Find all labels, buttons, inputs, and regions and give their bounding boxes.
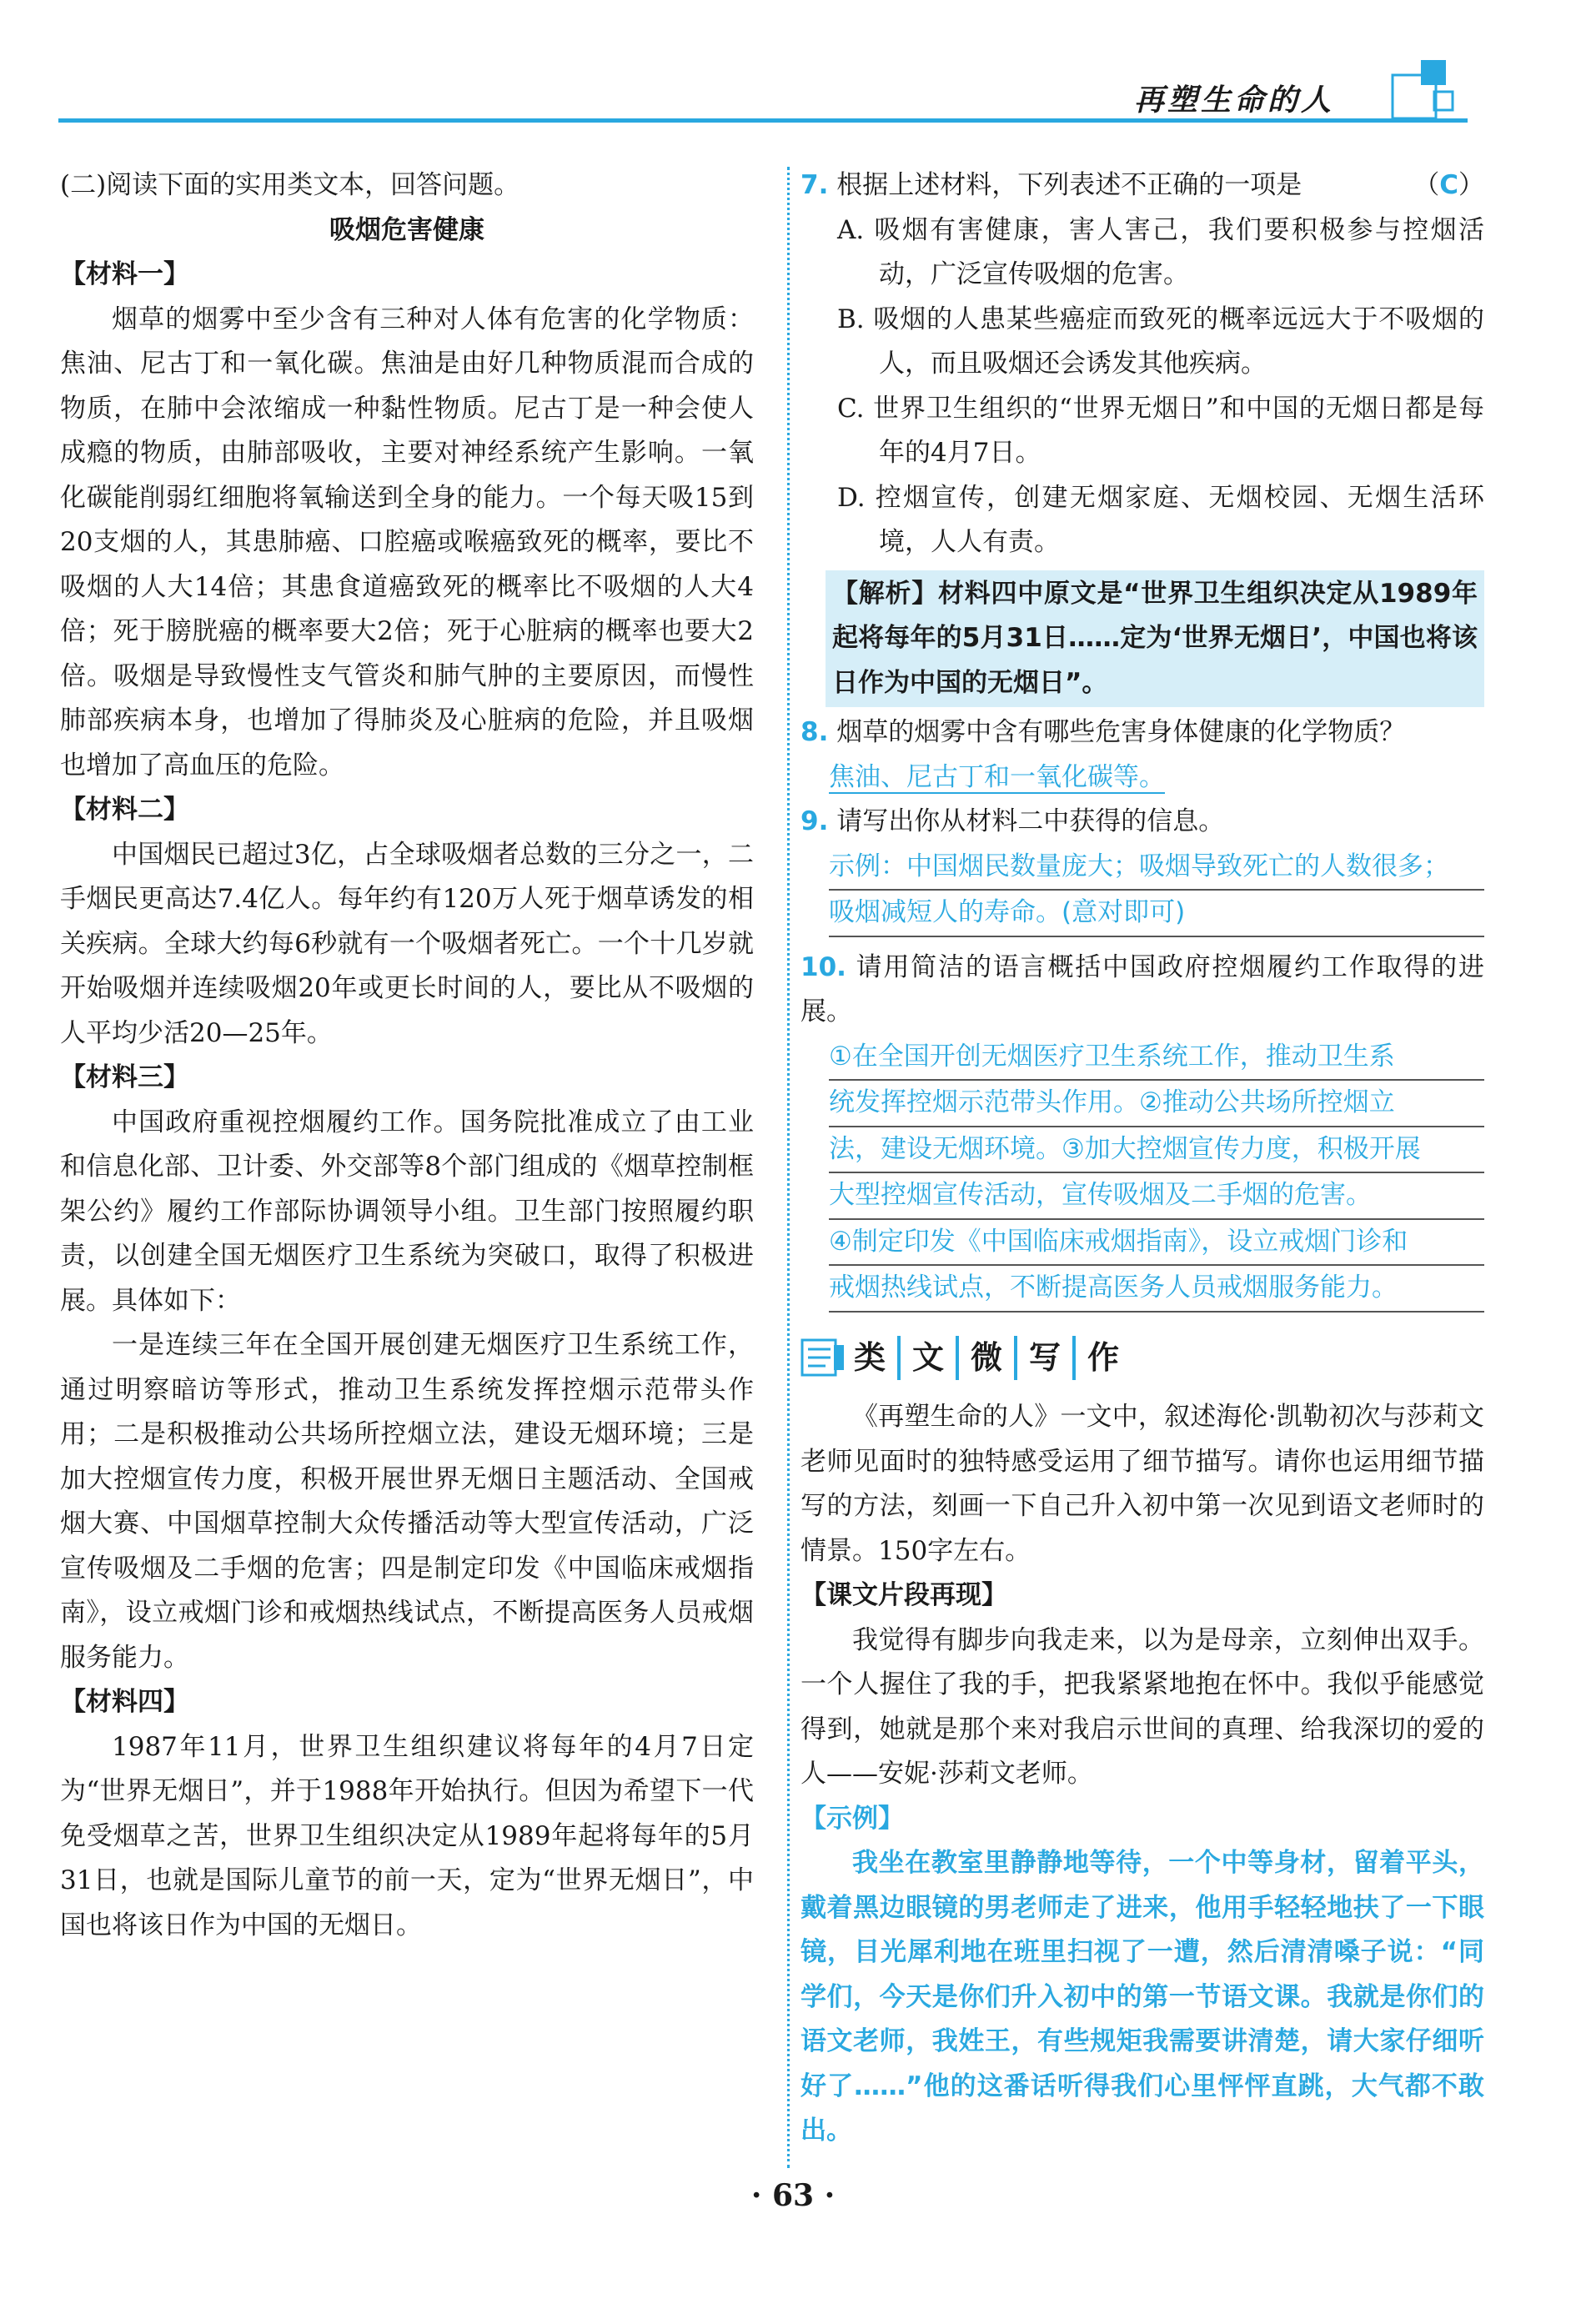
question-7-option-c: C. 世界卫生组织的“世界无烟日”和中国的无烟日都是每年的4月7日。: [837, 393, 1484, 468]
section-char-2: 文: [897, 1336, 956, 1381]
material-3-tag: 【材料三】: [60, 1062, 189, 1092]
question-10-answer-line-3: 法，建设无烟环境。③加大控烟宣传力度，积极开展: [829, 1127, 1484, 1174]
question-7-answer: C: [1439, 170, 1458, 200]
paren-close: ）: [1458, 170, 1484, 200]
analysis-tag: 【解析】: [832, 578, 938, 609]
material-4-text: 1987年11月，世界卫生组织建议将每年的4月7日定为“世界无烟日”，并于1988年开始执行。但因为希望下一代免受烟草之苦，世界卫生组织决定从1989年起将每年的5月31日，也就是国际儿童节的前一天，定为“世界无烟日”，中国也将该日作为中国的无烟日。: [60, 1731, 754, 1940]
material-3-text-1: 中国政府重视控烟履约工作。国务院批准成立了由工业和信息化部、卫计委、外交部等8个部门组成的《烟草控制框架公约》履约工作部际协调领导小组。卫生部门按照履约职责，以创建全国无烟医疗卫生系统为突破口，取得了积极进展。具体如下：: [60, 1107, 754, 1316]
question-9-answer: [829, 845, 1484, 937]
question-7-text: 根据上述材料，下列表述不正确的一项是: [836, 170, 1302, 200]
question-9-answer-line-1: 示例：中国烟民数量庞大；吸烟导致死亡的人数很多；: [829, 845, 1484, 891]
question-10-answer: [829, 1035, 1484, 1313]
material-1-text: 烟草的烟雾中至少含有三种对人体有危害的化学物质：焦油、尼古丁和一氧化碳。焦油是由好几种物质混而合成的物质，在肺中会浓缩成一种黏性物质。尼古丁是一种会使人成瘾的物质，由肺部吸收，主要对神经系统产生影响。一氧化碳能削弱红细胞将氧输送到全身的能力。一个每天吸15到20支烟的人，其患肺癌、口腔癌或喉癌致死的概率，要比不吸烟的人大14倍；其患食道癌致死的概率比不吸烟的人大4倍；死于膀胱癌的概率要大2倍；死于心脏病的概率也要大2倍。吸烟是导致慢性支气管炎和肺气肿的主要原因，而慢性肺部疾病本身，也增加了得肺炎及心脏病的危险，并且吸烟也增加了高血压的危险。: [60, 304, 754, 781]
material-3-text-2: 一是连续三年在全国开展创建无烟医疗卫生系统工作，通过明察暗访等形式，推动卫生系统发挥控烟示范带头作用；二是积极推动公共场所控烟立法，建设无烟环境；三是加大控烟宣传力度，积极开展世界无烟日主题活动、全国戒烟大赛、中国烟草控制大众传播活动等大型宣传活动，广泛宣传吸烟及二手烟的危害；四是制定印发《中国临床戒烟指南》，设立戒烟门诊和戒烟热线试点，不断提高医务人员戒烟服务能力。: [60, 1330, 754, 1673]
question-8-answer: [829, 755, 1484, 801]
column-divider: [787, 167, 790, 2168]
example-text: 我坐在教室里静静地等待，一个中等身材，留着平头，戴着黑边眼镜的男老师走了进来，他用手轻轻地扶了一下眼镜，目光犀利地在班里扫视了一遭，然后清清嗓子说：“同学们，今天是你们升入初中的第一节语文课。我就是你们的语文老师，我姓王，有些规矩我需要讲清楚，请大家仔细听好了……”他的这番话听得我们心里怦怦直跳，大气都不敢出。: [801, 1848, 1484, 2146]
section-char-5: 作: [1072, 1336, 1131, 1381]
section-heading: [801, 1336, 1484, 1381]
question-10-answer-line-1: ①在全国开创无烟医疗卫生系统工作，推动卫生系: [829, 1035, 1484, 1082]
material-4-tag: 【材料四】: [60, 1687, 189, 1717]
header-title: 再塑生命的人: [1134, 83, 1335, 118]
question-10-answer-line-2: 统发挥控烟示范带头作用。②推动公共场所控烟立: [829, 1081, 1484, 1127]
question-7: [801, 163, 1484, 208]
example-tag: 【示例】: [801, 1803, 904, 1834]
fragment-text: 我觉得有脚步向我走来，以为是母亲，立刻伸出双手。一个人握住了我的手，把我紧紧地抱在怀中。我似乎能感觉得到，她就是那个来对我启示世间的真理、给我深切的爱的人——安妮·莎莉文老师。: [801, 1624, 1484, 1789]
material-2-text: 中国烟民已超过3亿，占全球吸烟者总数的三分之一，二手烟民更高达7.4亿人。每年约有120万人死于烟草诱发的相关疾病。全球大约每6秒就有一个吸烟者死亡。一个十几岁就开始吸烟并连续吸烟20年或更长时间的人，要比从不吸烟的人平均少活20—25年。: [60, 839, 754, 1048]
left-column: [60, 163, 754, 1948]
section-char-1: 类: [854, 1338, 886, 1376]
question-10-answer-line-4: 大型控烟宣传活动，宣传吸烟及二手烟的危害。: [829, 1173, 1484, 1220]
question-9-answer-line-2: 吸烟减短人的寿命。(意对即可): [829, 891, 1484, 937]
question-7-number: 7.: [801, 170, 829, 200]
paren-open: （: [1413, 170, 1440, 200]
right-column: [801, 163, 1484, 2154]
header-rule: [58, 118, 1468, 123]
question-8-answer-text: 焦油、尼古丁和一氧化碳等。: [829, 761, 1165, 792]
question-7-option-d: D. 控烟宣传，创建无烟家庭、无烟校园、无烟生活环境，人人有责。: [837, 482, 1484, 557]
question-8-text: 烟草的烟雾中含有哪些危害身体健康的化学物质？: [836, 717, 1406, 747]
section-char-4: 写: [1014, 1336, 1072, 1381]
writing-list-icon: [801, 1337, 846, 1378]
question-8: [801, 710, 1484, 755]
article-title: 吸烟危害健康: [329, 214, 484, 245]
question-10-number: 10.: [801, 951, 846, 982]
page-number: · 63 ·: [750, 2178, 836, 2213]
question-8-number: 8.: [801, 717, 829, 747]
question-7-answer-box: [1413, 163, 1484, 208]
writing-prompt: 《再塑生命的人》一文中，叙述海伦·凯勒初次与莎莉文老师见面时的独特感受运用了细节描写。请你也运用细节描写的方法，刻画一下自己升入初中第一次见到语文老师时的情景。150字左右。: [801, 1402, 1484, 1566]
fragment-tag: 【课文片段再现】: [801, 1580, 1007, 1610]
section-char-3: 微: [956, 1336, 1014, 1381]
question-10-answer-line-5: ④制定印发《中国临床戒烟指南》，设立戒烟门诊和: [829, 1220, 1484, 1267]
question-7-analysis: [826, 570, 1484, 708]
header-squares-icon: [1391, 58, 1456, 123]
analysis-text: 材料四中原文是“世界卫生组织决定从1989年起将每年的5月31日……定为‘世界无烟日’，中国也将该日作为中国的无烟日”。: [832, 578, 1478, 698]
question-9-number: 9.: [801, 806, 829, 836]
question-10-text: 请用简洁的语言概括中国政府控烟履约工作取得的进展。: [801, 951, 1485, 1026]
material-1-tag: 【材料一】: [60, 259, 189, 289]
question-7-option-a: A. 吸烟有害健康，害人害己，我们要积极参与控烟活动，广泛宣传吸烟的危害。: [837, 214, 1484, 289]
question-7-option-b: B. 吸烟的人患某些癌症而致死的概率远远大于不吸烟的人，而且吸烟还会诱发其他疾病。: [837, 304, 1484, 379]
question-9-text: 请写出你从材料二中获得的信息。: [836, 806, 1225, 836]
reading-intro: (二)阅读下面的实用类文本，回答问题。: [60, 170, 520, 200]
material-2-tag: 【材料二】: [60, 795, 189, 825]
question-10: [801, 946, 1484, 1035]
question-10-answer-line-6: 戒烟热线试点，不断提高医务人员戒烟服务能力。: [829, 1266, 1484, 1313]
question-9: [801, 800, 1484, 845]
